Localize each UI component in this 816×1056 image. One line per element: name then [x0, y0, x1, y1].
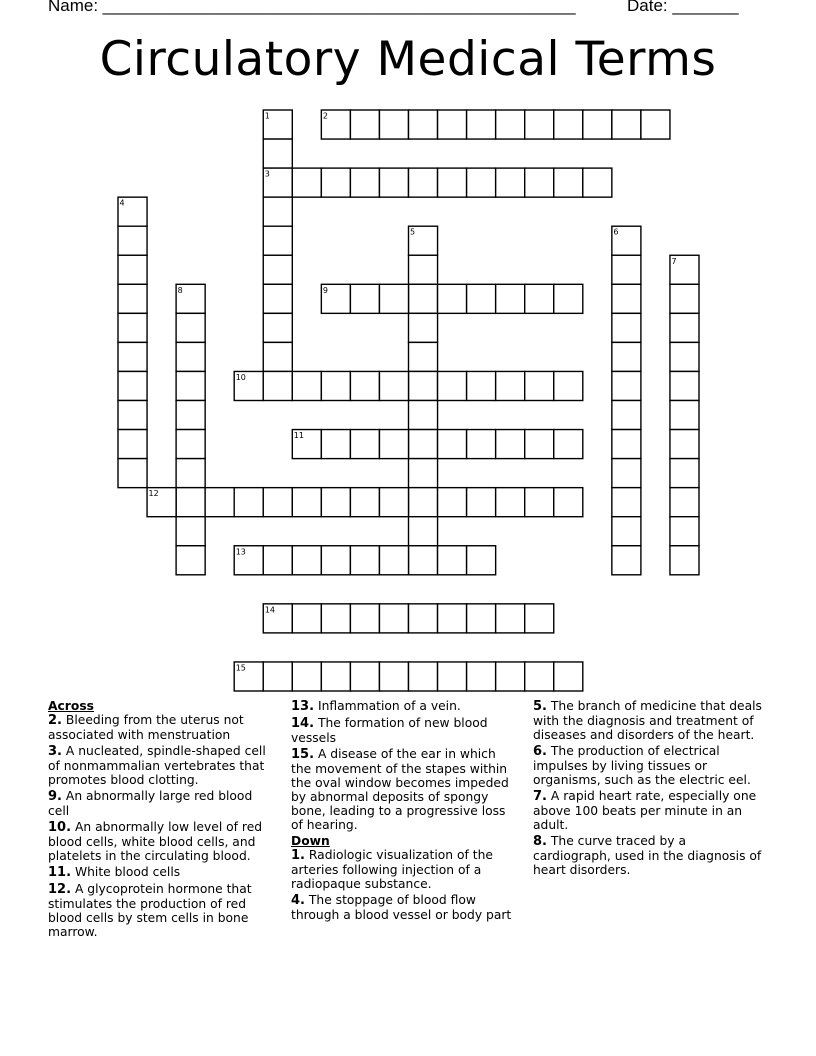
grid-cell[interactable] [321, 168, 350, 197]
grid-cell[interactable] [670, 459, 699, 488]
grid-cell[interactable] [467, 662, 496, 691]
grid-cell[interactable] [321, 284, 350, 313]
grid-cell[interactable] [525, 488, 554, 517]
grid-cell[interactable] [467, 284, 496, 313]
clues-column-1 [48, 699, 276, 941]
grid-cell[interactable] [525, 604, 554, 633]
clue-number: 3. [48, 744, 62, 759]
grid-cell[interactable] [409, 430, 438, 459]
clue-across-13 [291, 699, 519, 714]
grid-cell[interactable] [234, 371, 263, 400]
clue-number: 2. [48, 713, 62, 728]
grid-cell[interactable] [379, 488, 408, 517]
grid-cell[interactable] [409, 168, 438, 197]
cell-number: 10 [235, 372, 246, 382]
clue-number: 13. [291, 699, 315, 714]
grid-cell[interactable] [379, 168, 408, 197]
grid-cell[interactable] [321, 662, 350, 691]
clue-across-14 [291, 716, 519, 745]
grid-cell[interactable] [670, 430, 699, 459]
grid-cell[interactable] [467, 168, 496, 197]
grid-cell[interactable] [438, 546, 467, 575]
grid-cell[interactable] [409, 342, 438, 371]
grid-cell[interactable] [263, 284, 292, 313]
clue-number: 11. [48, 865, 72, 880]
grid-cell[interactable] [612, 313, 641, 342]
clue-text: Inflammation of a vein. [317, 699, 461, 713]
grid-cell[interactable] [554, 284, 583, 313]
clue-across-9 [48, 789, 276, 818]
clue-text: The production of electrical impulses by living tissues or organisms, such as the electric eel. [533, 744, 751, 787]
grid-cell[interactable] [409, 226, 438, 255]
grid-cell[interactable] [670, 313, 699, 342]
grid-cell[interactable] [438, 662, 467, 691]
date-field[interactable]: Date: _______ [627, 0, 739, 15]
grid-cell[interactable] [350, 371, 379, 400]
grid-cell[interactable] [292, 604, 321, 633]
grid-cell[interactable] [641, 110, 670, 139]
grid-cell[interactable] [118, 430, 147, 459]
grid-cell[interactable] [496, 371, 525, 400]
grid-cell[interactable] [263, 313, 292, 342]
grid-cell[interactable] [612, 255, 641, 284]
clue-down-7 [533, 789, 765, 832]
cell-number: 4 [119, 198, 125, 208]
grid-cell[interactable] [612, 517, 641, 546]
grid-cell[interactable] [176, 401, 205, 430]
grid-cell[interactable] [379, 371, 408, 400]
grid-cell[interactable] [292, 662, 321, 691]
grid-cell[interactable] [409, 546, 438, 575]
across-heading: Across [48, 699, 94, 713]
grid-cell[interactable] [438, 488, 467, 517]
clue-text: A rapid heart rate, especially one above 100 beats per minute in an adult. [533, 789, 757, 832]
clue-text: The branch of medicine that deals with the diagnosis and treatment of diseases and disorders of the heart. [533, 699, 762, 742]
clue-down-1 [291, 848, 519, 891]
grid-cell[interactable] [525, 110, 554, 139]
grid-cell[interactable] [554, 168, 583, 197]
cell-number: 9 [322, 285, 328, 295]
grid-cell[interactable] [612, 430, 641, 459]
clue-text: Radiologic visualization of the arteries following injection of a radiopaque substance. [291, 848, 493, 891]
grid-cell[interactable] [554, 110, 583, 139]
grid-cell[interactable] [263, 139, 292, 168]
grid-cell[interactable] [118, 284, 147, 313]
clues-column-2 [291, 699, 519, 924]
grid-cell[interactable] [670, 255, 699, 284]
cell-number: 11 [293, 431, 304, 441]
grid-cell[interactable] [379, 662, 408, 691]
grid-cell[interactable] [292, 546, 321, 575]
grid-cell[interactable] [409, 284, 438, 313]
clue-text: The stoppage of blood flow through a blood vessel or body part [291, 893, 512, 922]
grid-cell[interactable] [350, 488, 379, 517]
grid-cell[interactable] [612, 459, 641, 488]
grid-cell[interactable] [409, 459, 438, 488]
grid-cell[interactable] [379, 284, 408, 313]
grid-cell[interactable] [292, 371, 321, 400]
grid-cell[interactable] [409, 488, 438, 517]
grid-cell[interactable] [496, 168, 525, 197]
grid-cell[interactable] [612, 284, 641, 313]
grid-cell[interactable] [612, 226, 641, 255]
clue-across-12 [48, 882, 276, 939]
cell-number: 2 [322, 111, 328, 121]
grid-cell[interactable] [409, 401, 438, 430]
grid-cell[interactable] [118, 226, 147, 255]
cell-number: 6 [613, 227, 619, 237]
grid-cell[interactable] [379, 430, 408, 459]
clue-number: 8. [533, 834, 547, 849]
clue-number: 5. [533, 699, 547, 714]
clue-text: A glycoprotein hormone that stimulates the production of red blood cells by stem cells in bone marrow. [48, 882, 252, 939]
grid-cell[interactable] [438, 371, 467, 400]
clue-down-4 [291, 893, 519, 922]
cell-number: 8 [177, 285, 183, 295]
grid-cell[interactable] [321, 430, 350, 459]
grid-cell[interactable] [321, 488, 350, 517]
grid-cell[interactable] [496, 110, 525, 139]
grid-cell[interactable] [438, 284, 467, 313]
grid-cell[interactable] [321, 546, 350, 575]
grid-cell[interactable] [612, 371, 641, 400]
clue-number: 4. [291, 893, 305, 908]
grid-cell[interactable] [234, 662, 263, 691]
grid-cell[interactable] [467, 371, 496, 400]
grid-cell[interactable] [583, 168, 612, 197]
grid-cell[interactable] [118, 197, 147, 226]
clue-number: 10. [48, 820, 72, 835]
grid-cell[interactable] [525, 284, 554, 313]
grid-cell[interactable] [292, 168, 321, 197]
grid-cell[interactable] [612, 110, 641, 139]
grid-cell[interactable] [409, 255, 438, 284]
grid-cell[interactable] [263, 488, 292, 517]
grid-cell[interactable] [350, 546, 379, 575]
grid-cell[interactable] [292, 488, 321, 517]
cell-number: 1 [264, 111, 270, 121]
grid-cell[interactable] [263, 371, 292, 400]
grid-cell[interactable] [176, 430, 205, 459]
clue-text: The curve traced by a cardiograph, used in the diagnosis of heart disorders. [533, 834, 762, 877]
grid-cell[interactable] [438, 168, 467, 197]
clue-text: White blood cells [74, 865, 181, 879]
clue-down-5 [533, 699, 765, 742]
grid-cell[interactable] [496, 604, 525, 633]
grid-cell[interactable] [467, 546, 496, 575]
grid-cell[interactable] [321, 110, 350, 139]
cell-number: 13 [235, 547, 246, 557]
grid-cell[interactable] [409, 662, 438, 691]
grid-cell[interactable] [409, 517, 438, 546]
grid-cell[interactable] [496, 488, 525, 517]
grid-cell[interactable] [438, 110, 467, 139]
page-title: Circulatory Medical Terms [99, 32, 717, 87]
grid-cell[interactable] [350, 110, 379, 139]
clue-number: 14. [291, 716, 315, 731]
grid-cell[interactable] [118, 371, 147, 400]
grid-cell[interactable] [467, 604, 496, 633]
clue-text: A disease of the ear in which the movement of the stapes within the oval window becomes impeded by abnormal deposits of spongy bone, leading to a progressive loss of hearing. [291, 747, 509, 832]
grid-cell[interactable] [554, 430, 583, 459]
grid-cell[interactable] [670, 371, 699, 400]
grid-cell[interactable] [612, 546, 641, 575]
grid-cell[interactable] [525, 662, 554, 691]
grid-cell[interactable] [670, 546, 699, 575]
clue-text: An abnormally low level of red blood cells, white blood cells, and platelets in the circulating blood. [48, 820, 263, 863]
grid-cell[interactable] [670, 342, 699, 371]
grid-cell[interactable] [176, 517, 205, 546]
grid-cell[interactable] [263, 226, 292, 255]
clue-number: 7. [533, 789, 547, 804]
grid-cell[interactable] [176, 371, 205, 400]
grid-cell[interactable] [496, 430, 525, 459]
clue-down-8 [533, 834, 765, 877]
grid-cell[interactable] [234, 546, 263, 575]
clue-number: 1. [291, 848, 305, 863]
grid-cell[interactable] [118, 401, 147, 430]
grid-cell[interactable] [583, 110, 612, 139]
grid-cell[interactable] [176, 342, 205, 371]
grid-cell[interactable] [438, 430, 467, 459]
clue-number: 12. [48, 882, 72, 897]
grid-cell[interactable] [176, 284, 205, 313]
grid-cell[interactable] [263, 662, 292, 691]
grid-cell[interactable] [525, 430, 554, 459]
grid-cell[interactable] [263, 168, 292, 197]
clue-text: Bleeding from the uterus not associated with menstruation [48, 713, 244, 742]
cell-number: 14 [264, 605, 275, 615]
grid-cell[interactable] [525, 168, 554, 197]
grid-cell[interactable] [467, 430, 496, 459]
grid-cell[interactable] [409, 110, 438, 139]
grid-cell[interactable] [118, 255, 147, 284]
grid-cell[interactable] [176, 313, 205, 342]
grid-cell[interactable] [176, 459, 205, 488]
grid-cell[interactable] [263, 255, 292, 284]
grid-cell[interactable] [409, 371, 438, 400]
grid-cell[interactable] [176, 488, 205, 517]
header [48, 0, 768, 20]
clue-number: 15. [291, 747, 315, 762]
grid-cell[interactable] [467, 110, 496, 139]
clue-across-11 [48, 865, 276, 880]
grid-cell[interactable] [379, 604, 408, 633]
clue-text: A nucleated, spindle-shaped cell of nonmammalian vertebrates that promotes blood clotting. [48, 744, 266, 787]
grid-cell[interactable] [350, 604, 379, 633]
grid-cell[interactable] [496, 284, 525, 313]
grid-cell[interactable] [234, 488, 263, 517]
cell-number: 12 [148, 489, 159, 499]
grid-cell[interactable] [554, 371, 583, 400]
grid-cell[interactable] [670, 284, 699, 313]
grid-cell[interactable] [321, 371, 350, 400]
clue-text: An abnormally large red blood cell [48, 789, 253, 818]
grid-cell[interactable] [496, 662, 525, 691]
cell-number: 5 [410, 227, 416, 237]
grid-cell[interactable] [612, 488, 641, 517]
grid-cell[interactable] [379, 546, 408, 575]
grid-cell[interactable] [670, 488, 699, 517]
grid-cell[interactable] [409, 313, 438, 342]
clues-column-3 [533, 699, 765, 879]
grid-cell[interactable] [263, 546, 292, 575]
grid-cell[interactable] [554, 488, 583, 517]
grid-cell[interactable] [525, 371, 554, 400]
grid-cell[interactable] [350, 284, 379, 313]
grid-cell[interactable] [467, 488, 496, 517]
grid-cell[interactable] [612, 342, 641, 371]
grid-cell[interactable] [263, 197, 292, 226]
grid-cell[interactable] [118, 342, 147, 371]
grid-cell[interactable] [321, 604, 350, 633]
name-field[interactable]: Name: __________________________________________________ [48, 0, 576, 15]
clue-number: 6. [533, 744, 547, 759]
clue-across-3 [48, 744, 276, 787]
clue-across-10 [48, 820, 276, 863]
clue-down-6 [533, 744, 765, 787]
grid-cell[interactable] [205, 488, 234, 517]
grid-cell[interactable] [438, 604, 467, 633]
grid-cell[interactable] [554, 662, 583, 691]
clue-text: The formation of new blood vessels [291, 716, 488, 745]
clue-number: 9. [48, 789, 62, 804]
grid-cell[interactable] [379, 110, 408, 139]
grid-cell[interactable] [147, 488, 176, 517]
grid-cell[interactable] [350, 430, 379, 459]
grid-cell[interactable] [176, 546, 205, 575]
cell-number: 15 [235, 663, 246, 673]
cell-number: 3 [264, 169, 270, 179]
grid-cell[interactable] [292, 430, 321, 459]
cell-number: 7 [671, 256, 677, 266]
down-heading: Down [291, 834, 330, 848]
grid-cell[interactable] [263, 342, 292, 371]
grid-cell[interactable] [263, 110, 292, 139]
grid-cell[interactable] [118, 459, 147, 488]
grid-cell[interactable] [263, 604, 292, 633]
clue-across-2 [48, 713, 276, 742]
grid-cell[interactable] [409, 604, 438, 633]
grid-cell[interactable] [118, 313, 147, 342]
grid-cell[interactable] [612, 401, 641, 430]
grid-cell[interactable] [350, 168, 379, 197]
grid-cell[interactable] [350, 662, 379, 691]
grid-cell[interactable] [670, 401, 699, 430]
grid-cell[interactable] [670, 517, 699, 546]
clue-across-15 [291, 747, 519, 832]
